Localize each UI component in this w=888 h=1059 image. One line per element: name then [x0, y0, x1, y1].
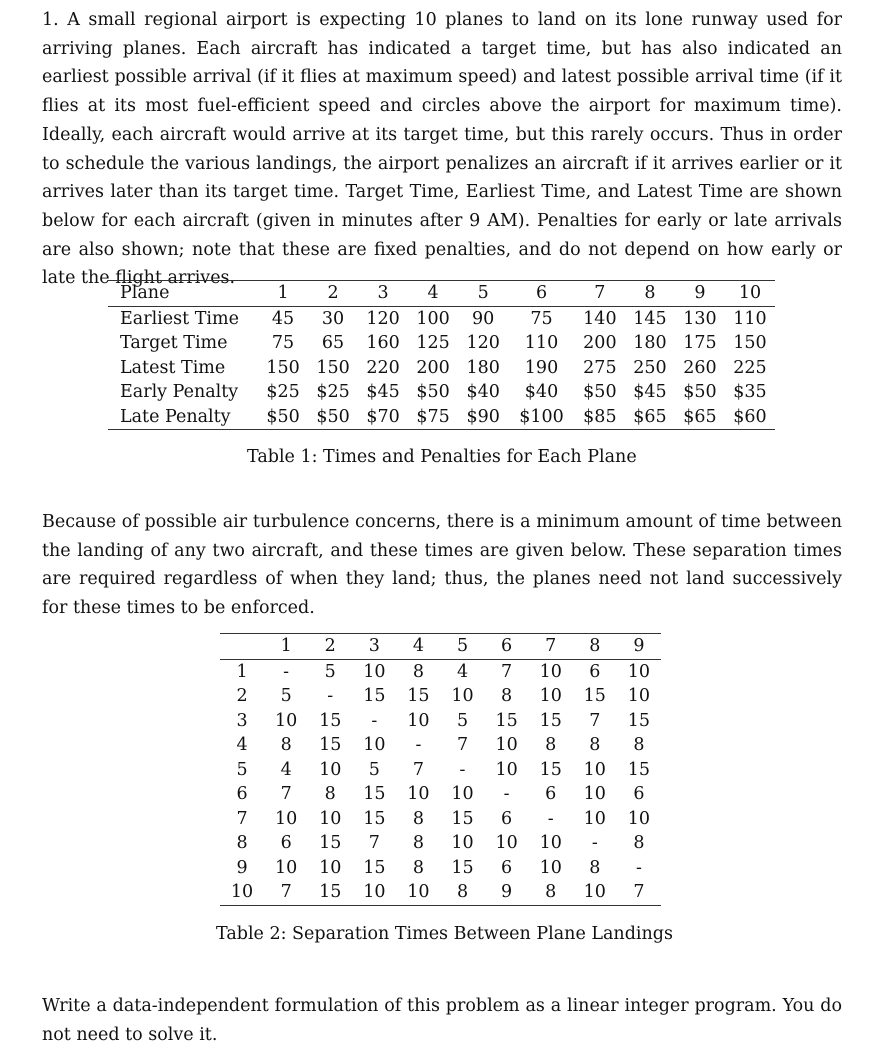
table2-cell: 15: [495, 710, 518, 731]
table2-cell: 15: [319, 735, 342, 755]
table2-caption: Table 2: Separation Times Between Plane Landings: [216, 924, 673, 944]
table2-cell: -: [283, 661, 290, 682]
table1-cell: 150: [733, 333, 767, 353]
table2-cell: 10: [583, 759, 606, 780]
table2-cell: 8: [412, 857, 424, 878]
table2-cell: 8: [529, 880, 573, 905]
table2-row-label: 2: [236, 686, 248, 706]
table2-row-label: 3: [236, 710, 248, 731]
table2-cell: -: [371, 710, 378, 731]
table2-cell: 10: [627, 686, 651, 706]
table2-cell: 10: [495, 833, 518, 853]
table2-row: [220, 807, 661, 832]
table2-cell: 5: [280, 686, 292, 706]
table2-col-header: 7: [529, 634, 573, 660]
table1-cell: $45: [366, 382, 400, 402]
table1-col-header: 2: [308, 281, 358, 307]
table1-cell: 110: [524, 333, 559, 353]
table2-cell: 10: [451, 686, 474, 706]
table2-col-header: 6: [485, 634, 529, 660]
table1-col-header: 4: [408, 281, 458, 307]
table2-row: [220, 684, 661, 709]
table1-cell: $50: [683, 382, 717, 402]
table1-cell: 180: [633, 333, 667, 353]
table2-col-header: 2: [308, 634, 352, 660]
table2-cell: 10: [583, 784, 606, 804]
table2-cell: 10: [539, 686, 562, 706]
table2-cell: 10: [573, 880, 617, 905]
table1-col-header: 5: [458, 281, 508, 307]
table1-cell: 150: [316, 357, 350, 378]
table1-row-label: Early Penalty: [120, 382, 239, 402]
table2-cell: 10: [363, 661, 386, 682]
table1-cell: 180: [466, 357, 500, 378]
table1-col-header: 3: [358, 281, 408, 307]
table1-cell: $25: [316, 382, 350, 402]
table1-cell: $70: [358, 405, 408, 430]
table1-cell: 225: [733, 357, 767, 378]
table1-cell: 145: [633, 308, 667, 329]
table1-cell: $85: [575, 405, 625, 430]
table2-cell: 8: [633, 833, 645, 853]
table1-cell: $50: [416, 382, 450, 402]
table2-cell: 15: [308, 880, 352, 905]
table1-cell: 30: [321, 308, 345, 329]
table1-row: [108, 306, 775, 331]
table2-cell: -: [503, 784, 510, 804]
table2-cell: 10: [319, 759, 342, 780]
table1-col-header: 8: [625, 281, 675, 307]
table1-cell: 100: [416, 308, 450, 329]
table2-cell: 8: [589, 735, 601, 755]
table2-cell: 8: [545, 735, 557, 755]
table1-cell: 110: [733, 308, 767, 329]
table2-cell: 7: [456, 735, 469, 755]
table1-cell: $45: [633, 382, 667, 402]
table2-cell: 15: [363, 808, 386, 829]
table1-cell: 190: [524, 357, 559, 378]
table1-cell: 160: [366, 333, 400, 353]
table1-cell: 65: [321, 333, 345, 353]
table2-cell: 7: [280, 784, 292, 804]
task-paragraph: Write a data-independent formulation of this problem as a linear integer program. You do not need to solve it.: [42, 996, 842, 1045]
table2-row-label: 8: [236, 833, 248, 853]
table1-cell: 120: [366, 308, 400, 329]
table1-cell: 220: [366, 357, 400, 378]
table2-row-label: 5: [236, 759, 248, 780]
table2-cell: 7: [617, 880, 661, 905]
table1-col-header: 6: [508, 281, 575, 307]
table2-col-header: 1: [264, 634, 308, 660]
table2-col-header: 8: [573, 634, 617, 660]
table1-cell: $40: [466, 382, 500, 402]
table2-col-header: 4: [396, 634, 440, 660]
table1-header-row: [108, 281, 775, 307]
table1-cell: $40: [524, 382, 559, 402]
table2-row: [220, 758, 661, 783]
table2-cell: 8: [589, 857, 601, 878]
table2-cell: 15: [363, 857, 386, 878]
table1-cell: 75: [271, 333, 295, 353]
table2-cell: 6: [280, 833, 292, 853]
table2-row: [220, 733, 661, 758]
table1-cell: $50: [583, 382, 617, 402]
table2-row: [220, 659, 661, 684]
table1-row: [108, 405, 775, 430]
table2-cell: 6: [589, 661, 601, 682]
table1-row-label: Earliest Time: [120, 308, 239, 329]
table1-row: [108, 331, 775, 356]
table1-cell: $25: [266, 382, 300, 402]
table1-cell: $50: [258, 405, 308, 430]
table2-cell: 10: [352, 880, 396, 905]
table2-cell: 15: [363, 784, 386, 804]
table2-row: [220, 856, 661, 881]
table2-cell: -: [327, 686, 334, 706]
table2-cell: 8: [412, 661, 424, 682]
table1-row-label: Latest Time: [120, 357, 226, 378]
table2-row-label: 6: [236, 784, 248, 804]
table1-cell: 275: [583, 357, 617, 378]
table1-cell: 75: [530, 308, 553, 329]
table2-cell: 10: [495, 735, 518, 755]
table2-cell: 8: [412, 808, 424, 829]
table2-cell: 4: [456, 661, 469, 682]
table1-caption: Table 1: Times and Penalties for Each Plane: [247, 447, 637, 467]
table2-cell: 10: [583, 808, 606, 829]
table2-cell: 15: [539, 759, 562, 780]
table1-cell: $35: [733, 382, 767, 402]
table1-cell: $50: [308, 405, 358, 430]
table2-cell: 10: [539, 661, 562, 682]
table1-cell: 140: [583, 308, 617, 329]
table2-cell: 15: [407, 686, 430, 706]
table1-header-label: Plane: [108, 281, 258, 307]
table2-cell: 9: [485, 880, 529, 905]
table2-cell: 10: [275, 710, 298, 731]
table1-cell: $60: [725, 405, 775, 430]
table1-cell: 90: [472, 308, 495, 329]
table2-cell: 10: [495, 759, 518, 780]
table2-cell: -: [591, 833, 598, 853]
table2-cell: 8: [501, 686, 513, 706]
table1-cell: $65: [625, 405, 675, 430]
table2-row-label: 7: [236, 808, 248, 829]
table2-cell: 5: [368, 759, 380, 780]
table2-cell: 8: [440, 880, 484, 905]
table2-cell: 7: [589, 710, 601, 731]
table2-cell: 7: [264, 880, 308, 905]
table2-cell: 6: [633, 784, 645, 804]
table2-cell: 15: [627, 710, 651, 731]
table2-cell: 15: [319, 833, 342, 853]
times-penalties-table: [108, 280, 775, 430]
table2-cell: 10: [539, 857, 562, 878]
table2-cell: 10: [363, 735, 386, 755]
table2-cell: -: [547, 808, 554, 829]
table2-cell: 10: [319, 857, 342, 878]
table2-header-row: [220, 634, 661, 660]
separation-paragraph: Because of possible air turbulence concerns, there is a minimum amount of time between the landing of any two aircraft, and these times are given below. These separation times are required regardless of when they land; thus, the planes need not land successively for these times to be enforced.: [42, 512, 842, 619]
table2-cell: 4: [280, 759, 292, 780]
table1-cell: 175: [683, 333, 717, 353]
table2-corner: [220, 634, 264, 660]
table2-col-header: 5: [440, 634, 484, 660]
table1-col-header: 10: [725, 281, 775, 307]
table1-cell: 120: [466, 333, 500, 353]
table1-row-label: Target Time: [120, 333, 228, 353]
table2-cell: 10: [627, 661, 651, 682]
table2-cell: 5: [456, 710, 469, 731]
table1-row: [108, 356, 775, 381]
table2-cell: 6: [501, 857, 513, 878]
table2-cell: 10: [319, 808, 342, 829]
table2-row-label: 9: [236, 857, 248, 878]
table2-cell: 15: [583, 686, 606, 706]
table2-cell: 15: [363, 686, 386, 706]
table2-row-label: 10: [220, 880, 264, 905]
table1-col-header: 1: [258, 281, 308, 307]
table1-cell: $75: [408, 405, 458, 430]
table1-cell: $90: [458, 405, 508, 430]
table2-cell: 7: [368, 833, 380, 853]
table2-cell: 10: [627, 808, 651, 829]
table2-cell: 10: [539, 833, 562, 853]
table1-cell: $65: [675, 405, 725, 430]
table2-col-header: 3: [352, 634, 396, 660]
table2-cell: 10: [407, 710, 430, 731]
table2-cell: -: [459, 759, 466, 780]
table1-cell: 45: [271, 308, 295, 329]
table1-col-header: 7: [575, 281, 625, 307]
table1-cell: 200: [416, 357, 450, 378]
table2-cell: 8: [633, 735, 645, 755]
table2-col-header: 9: [617, 634, 661, 660]
table1-cell: 130: [683, 308, 717, 329]
table2-cell: 10: [275, 808, 298, 829]
table1-cell: $100: [508, 405, 575, 430]
problem-intro-paragraph: 1. A small regional airport is expecting 10 planes to land on its lone runway used for arriving planes. Each aircraft has indicated a target time, but has also indicated an earliest possible arrival (if it flies at maximum speed) and latest possible arrival time (if it flies at its most fuel-efficient speed and circles above the airport for maximum time). Ideally, each aircraft would arrive at its target time, but this rarely occurs. Thus in order to schedule the various landings, the airport penalizes an aircraft if it arrives earlier or it arrives later than its target time. Target Time, Earliest Time, and Latest Time are shown below for each aircraft (given in minutes after 9 AM). Penalties for early or late arrivals are also shown; note that these are fixed penalties, and do not depend on how early or late the flight arrives.: [42, 10, 842, 289]
table2-cell: 8: [324, 784, 336, 804]
table2-cell: 7: [501, 661, 513, 682]
table2-cell: 15: [451, 857, 474, 878]
table2-cell: 10: [407, 784, 430, 804]
table2-cell: 15: [627, 759, 651, 780]
table2-cell: 8: [412, 833, 424, 853]
table2-row-label: 1: [236, 661, 248, 682]
table2-cell: 5: [324, 661, 336, 682]
table1-row: [108, 380, 775, 405]
table1-col-header: 9: [675, 281, 725, 307]
table1-cell: 200: [583, 333, 617, 353]
table2-cell: -: [415, 735, 422, 755]
table1-cell: 250: [633, 357, 667, 378]
table2-cell: 8: [280, 735, 292, 755]
table2-row: [220, 880, 661, 905]
table2-cell: 15: [451, 808, 474, 829]
table2-cell: 10: [451, 833, 474, 853]
table2-cell: 6: [501, 808, 513, 829]
table2-row-label: 4: [236, 735, 248, 755]
table2-row: [220, 709, 661, 734]
table2-cell: 10: [396, 880, 440, 905]
separation-times-table: [220, 633, 661, 906]
table2-cell: 15: [319, 710, 342, 731]
table2-cell: 15: [539, 710, 562, 731]
table2-row: [220, 782, 661, 807]
table1-cell: 125: [416, 333, 450, 353]
table2-cell: -: [635, 857, 642, 878]
table1-cell: 150: [266, 357, 300, 378]
table2-cell: 6: [545, 784, 557, 804]
table2-cell: 10: [275, 857, 298, 878]
table2-row: [220, 831, 661, 856]
table1-row-label: Late Penalty: [108, 405, 258, 430]
table2-cell: 7: [412, 759, 424, 780]
table2-cell: 10: [451, 784, 474, 804]
table1-cell: 260: [683, 357, 717, 378]
